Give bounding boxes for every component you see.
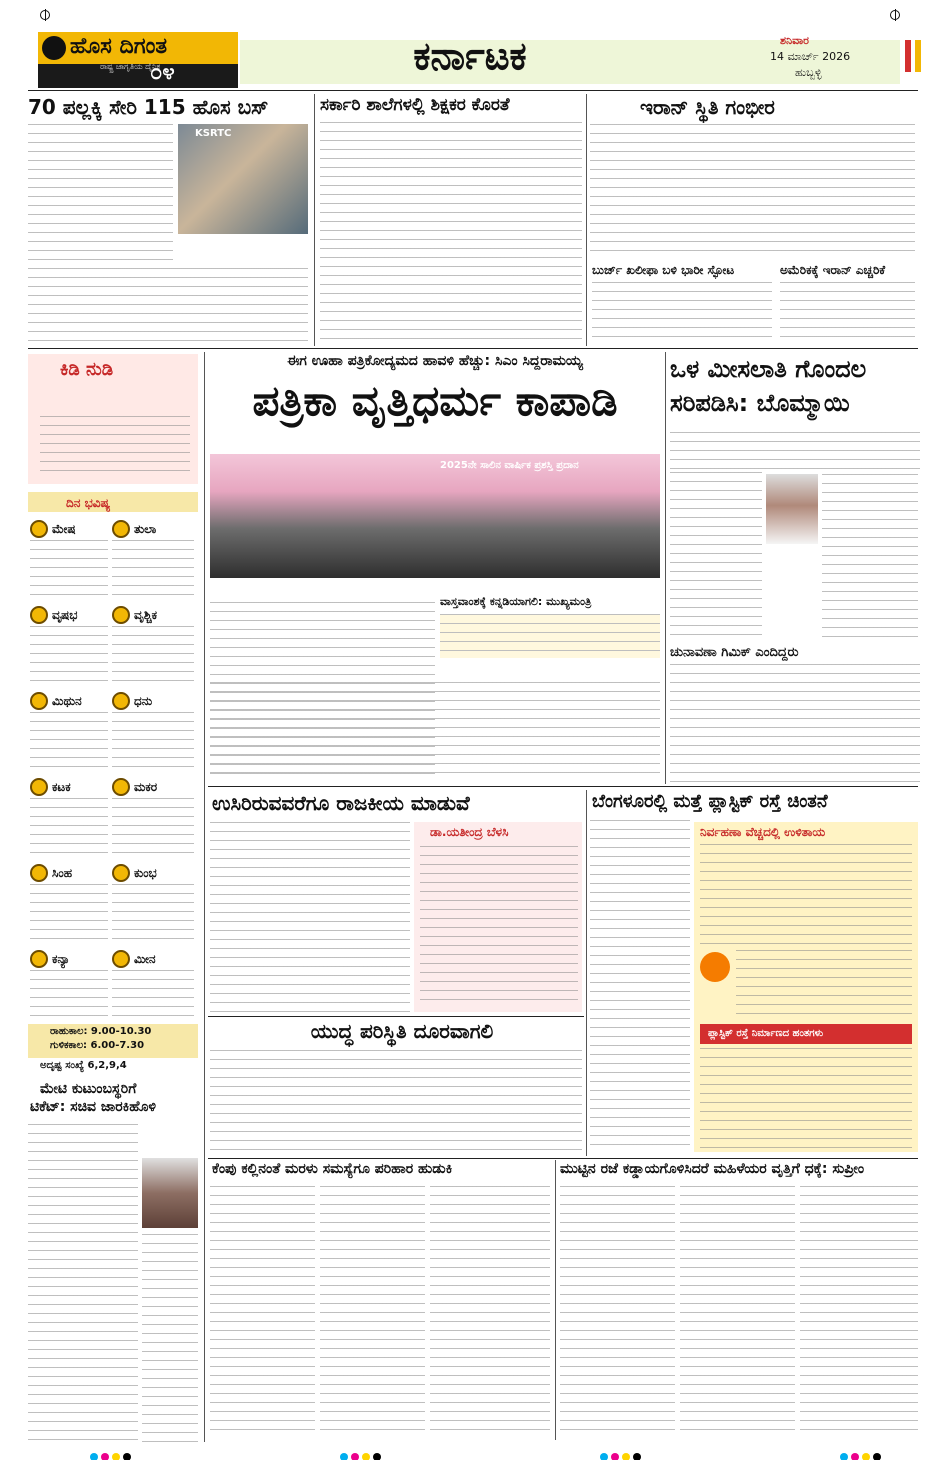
politics-box-text (420, 846, 578, 1006)
masthead-gold-rule (915, 40, 921, 72)
ticket-body-text-2 (142, 1234, 198, 1444)
sign-name: ತುಲಾ (134, 522, 157, 536)
sign-name: ಮೇಷ (52, 522, 76, 536)
ticket-portrait (142, 1158, 198, 1228)
burj-body-text (592, 282, 772, 344)
cm-photo-banner: 2025ನೇ ಸಾಲಿನ ವಾರ್ಷಿಕ ಪ್ರಶಸ್ತಿ ಪ್ರದಾನ (440, 460, 579, 471)
plastic-headline: ಬೆಂಗಳೂರಲ್ಲಿ ಮತ್ತೆ ಪ್ಲಾಸ್ಟಿಕ್ ರಸ್ತೆ ಚಿಂತನೆ (592, 791, 828, 812)
bommai-body-text-3 (822, 474, 918, 640)
horoscope-header (28, 492, 198, 512)
zodiac-icon (112, 778, 130, 796)
logo-text: ಹೊಸ ದಿಗಂತ (70, 34, 168, 59)
zodiac-icon (30, 950, 48, 968)
issue-date: 14 ಮಾರ್ಚ್ 2026 (770, 50, 851, 63)
kidi-nudi-body-text (40, 416, 190, 476)
iran-body-text (590, 124, 915, 256)
court-body-text-2 (680, 1186, 795, 1438)
registration-mark-left (40, 10, 50, 20)
color-bar-center (340, 1446, 384, 1460)
logo-tagline: ರಾಷ್ಟ್ರ ಜಾಗೃತಿಯ ದೈನಿಕ (100, 62, 161, 71)
sign-name: ವೃಷಭ (52, 608, 78, 622)
column-divider (665, 352, 666, 784)
masthead-red-rule (905, 40, 911, 72)
sign-text (30, 712, 108, 772)
court-headline: ಮುಟ್ಟಿನ ರಜೆ ಕಡ್ಡಾಯಗೊಳಿಸಿದರೆ ಮಹಿಳೆಯರ ವೃತ್ತಿಗೆ ಧಕ್ಕೆ: ಸುಪ್ರೀಂ (560, 1161, 865, 1177)
kempa-body-text-3 (430, 1186, 550, 1438)
election-headline: ಚುನಾವಣಾ ಗಿಮಿಕ್ ಎಂದಿದ್ದರು (670, 645, 799, 660)
plastic-logo-icon (700, 952, 730, 982)
zodiac-icon (30, 864, 48, 882)
kempa-body-text-2 (320, 1186, 425, 1438)
sign-name: ಮೀನ (134, 952, 156, 966)
sign-text (30, 970, 108, 1022)
kidi-nudi-title: ಕಿಡಿ ನುಡಿ (60, 359, 114, 380)
sign-text (112, 712, 194, 772)
bus-body-text-2 (28, 268, 308, 348)
schools-headline: ಸರ್ಕಾರಿ ಶಾಲೆಗಳಲ್ಲಿ ಶಿಕ್ಷಕರ ಕೊರತೆ (320, 95, 510, 115)
issue-day: ಶನಿವಾರ (780, 34, 809, 47)
registration-mark-right (890, 10, 900, 20)
column-divider (555, 1160, 556, 1440)
election-body-text (670, 664, 920, 782)
cm-body-text-2 (440, 614, 660, 658)
sign-text (112, 540, 194, 600)
bommai-headline-1: ಒಳ ಮೀಸಲಾತಿ ಗೊಂದಲ (670, 355, 867, 383)
sign-text (30, 798, 108, 858)
column-divider (586, 790, 587, 1156)
edition-city: ಹುಬ್ಬಳ್ಳಿ (795, 66, 822, 79)
gulika-kala: ಗುಳಿಕಕಾಲ: 6.00-7.30 (50, 1040, 145, 1051)
plastic-box-text-2 (736, 950, 912, 1014)
ticket-body-text (28, 1124, 138, 1444)
bus-headline: 70 ಪಲ್ಲಕ್ಕಿ ಸೇರಿ 115 ಹೊಸ ಬಸ್ (28, 95, 269, 119)
row-divider (208, 786, 918, 787)
us-warning-body-text (780, 282, 915, 344)
sign-name: ಮಿಥುನ (52, 694, 82, 708)
zodiac-icon (30, 692, 48, 710)
ticket-headline-1: ಮೇಟಿ ಕುಟುಂಬಸ್ಥರಿಗೆ (40, 1081, 137, 1097)
bommai-body-text (670, 432, 920, 472)
column-divider (314, 94, 315, 346)
column-divider (586, 94, 587, 346)
zodiac-icon (30, 606, 48, 624)
cm-headline: ಪತ್ರಿಕಾ ವೃತ್ತಿಧರ್ಮ ಕಾಪಾಡಿ (252, 376, 618, 425)
plastic-steps-text (700, 1048, 912, 1148)
zodiac-icon (112, 864, 130, 882)
court-body-text-3 (800, 1186, 918, 1438)
horoscope-title: ದಿನ ಭವಿಷ್ಯ (66, 496, 111, 510)
lucky-number: ಅದೃಷ್ಟ ಸಂಖ್ಯೆ 6,2,9,4 (40, 1060, 127, 1071)
zodiac-icon (30, 778, 48, 796)
us-warning-headline: ಅಮೆರಿಕಕ್ಕೆ ಇರಾನ್ ಎಚ್ಚರಿಕೆ (780, 263, 886, 277)
color-bar-right (600, 1446, 644, 1460)
war-headline: ಯುದ್ಧ ಪರಿಸ್ಥಿತಿ ದೂರವಾಗಲಿ (310, 1019, 494, 1043)
plastic-box-text (700, 844, 912, 944)
kempa-headline: ಕೆಂಪು ಕಲ್ಲಿನಂತೆ ಮರಳು ಸಮಸ್ಯೆಗೂ ಪರಿಹಾರ ಹುಡುಕಿ (212, 1161, 453, 1177)
kempa-body-text (210, 1186, 315, 1438)
zodiac-icon (112, 692, 130, 710)
ticket-headline-2: ಟಿಕೆಟ್: ಸಚಿವ ಜಾರಕಿಹೊಳಿ (30, 1099, 157, 1115)
color-bar-left (90, 1446, 134, 1460)
cm-body-text-3 (210, 682, 660, 780)
plastic-body-text (590, 820, 690, 1152)
bommai-headline-2: ಸರಿಪಡಿಸಿ: ಬೊಮ್ಮಾಯಿ (670, 389, 850, 417)
bommai-body-text-2 (670, 472, 762, 640)
burj-headline: ಬುರ್ಜ್ ಖಲೀಫಾ ಬಳಿ ಭಾರೀ ಸ್ಫೋಟ (592, 263, 735, 277)
sign-name: ಸಿಂಹ (52, 866, 73, 880)
plastic-label-text: ಪ್ಲಾಸ್ಟಿಕ್ ರಸ್ತೆ ನಿರ್ಮಾಣದ ಹಂತಗಳು (708, 1028, 824, 1039)
sign-name: ಮಕರ (134, 780, 158, 794)
cm-photo (210, 454, 660, 578)
sign-name: ವೃಶ್ಚಿಕ (134, 608, 158, 622)
zodiac-icon (112, 520, 130, 538)
zodiac-icon (112, 950, 130, 968)
logo-emblem-icon (42, 36, 66, 60)
rahu-kala: ರಾಹುಕಾಲ: 9.00-10.30 (50, 1026, 152, 1037)
sign-text (112, 626, 194, 686)
row-divider (208, 1158, 918, 1159)
section-title: ಕರ್ನಾಟಕ (413, 34, 527, 78)
sign-text (112, 798, 194, 858)
bus-photo-sign: KSRTC (195, 128, 232, 139)
sign-name: ಕಟಕ (52, 780, 71, 794)
sign-name: ಕನ್ಯಾ (52, 952, 70, 966)
iran-headline: ಇರಾನ್ ಸ್ಥಿತಿ ಗಂಭೀರ (640, 95, 775, 119)
sign-name: ಕುಂಭ (134, 866, 157, 880)
sign-text (112, 884, 194, 944)
zodiac-icon (112, 606, 130, 624)
color-bar-far-right (840, 1446, 884, 1460)
sign-text (30, 884, 108, 944)
court-body-text (560, 1186, 675, 1438)
zodiac-icon (30, 520, 48, 538)
sign-text (30, 540, 108, 600)
schools-body-text (320, 122, 582, 344)
sign-text (30, 626, 108, 686)
sign-name: ಧನು (134, 694, 153, 708)
sidebar-divider (204, 352, 205, 1442)
plastic-box-title: ನಿರ್ವಹಣಾ ವೆಚ್ಚದಲ್ಲಿ ಉಳಿತಾಯ (700, 825, 826, 839)
row-divider (28, 348, 918, 349)
bus-photo (178, 124, 308, 234)
politics-body-text (210, 822, 410, 1014)
masthead-divider (28, 90, 918, 91)
politics-headline: ಉಸಿರಿರುವವರೆಗೂ ರಾಜಕೀಯ ಮಾಡುವೆ (212, 791, 470, 815)
bommai-portrait (766, 474, 818, 544)
politics-box-title: ಡಾ.ಯತೀಂದ್ರ ಬೆಳಸಿ (430, 825, 509, 839)
cm-subhead: ವಾಸ್ತವಾಂಶಕ್ಕೆ ಕನ್ನಡಿಯಾಗಲಿ: ಮುಖ್ಯಮಂತ್ರಿ (440, 595, 592, 608)
bus-body-text (28, 124, 173, 264)
war-body-text (210, 1050, 582, 1154)
page-number: ೦೪ (150, 60, 175, 85)
cm-kicker: ಈಗ ಊಹಾ ಪತ್ರಿಕೋದ್ಯಮದ ಹಾವಳಿ ಹೆಚ್ಚು: ಸಿಎಂ ಸಿದ್ದರಾಮಯ್ಯ (287, 353, 583, 369)
sign-text (112, 970, 194, 1022)
row-divider (208, 1016, 584, 1017)
